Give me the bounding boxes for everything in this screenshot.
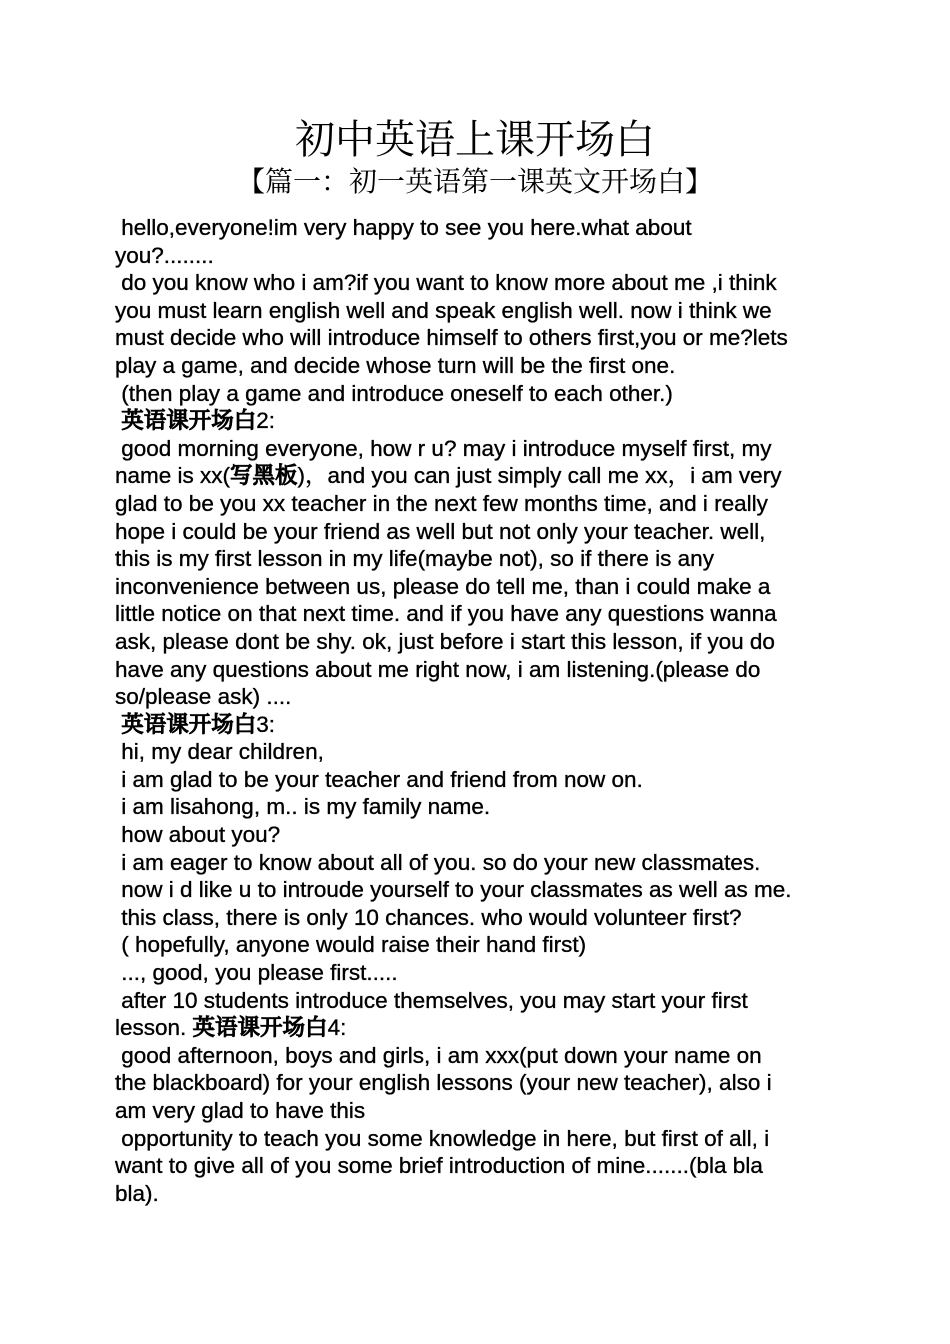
text-run: the blackboard) for your english lessons (your new teacher), also i xyxy=(115,1070,772,1096)
text-run: play a game, and decide whose turn will be the first one. xyxy=(115,352,676,378)
text-line xyxy=(115,987,845,1015)
text-run: i am lisahong, m.. is my family name. xyxy=(115,794,491,820)
text-line xyxy=(115,1180,845,1208)
text-run: ask, please dont be shy. ok, just before i start this lesson, if you do xyxy=(115,628,775,654)
text-line xyxy=(115,324,845,352)
bold-heading: 英语课开场白 xyxy=(192,1015,328,1041)
text-run: you?........ xyxy=(115,242,214,268)
text-line xyxy=(115,462,845,490)
text-run: name is xx( xyxy=(115,463,231,489)
text-line xyxy=(115,1042,845,1070)
text-line xyxy=(115,269,845,297)
text-line xyxy=(115,518,845,546)
text-line xyxy=(115,711,845,739)
text-run: good morning everyone, how r u? may i introduce myself first, my xyxy=(115,435,772,461)
page-title: 初中英语上课开场白 xyxy=(295,117,655,163)
text-run: 4: xyxy=(327,1015,347,1041)
text-run: you must learn english well and speak english well. now i think we xyxy=(115,297,772,323)
text-run: this is my first lesson in my life(maybe not), so if there is any xyxy=(115,546,714,572)
text-line xyxy=(115,628,845,656)
text-line xyxy=(115,435,845,463)
bold-heading: 英语课开场白 xyxy=(121,408,257,434)
text-run: glad to be you xx teacher in the next few months time, and i really xyxy=(115,490,768,516)
text-run: 2: xyxy=(256,408,276,434)
text-line xyxy=(115,1014,845,1042)
text-run: hope i could be your friend as well but not only your teacher. well, xyxy=(115,518,766,544)
text-run: after 10 students introduce themselves, you may start your first xyxy=(115,987,748,1013)
text-line xyxy=(115,407,845,435)
text-run: )，and you can just simply call me xx，i am very xyxy=(297,463,782,489)
text-line xyxy=(115,683,845,711)
text-run: have any questions about me right now, i am listening.(please do xyxy=(115,656,761,682)
body-text xyxy=(115,214,845,1207)
bold-heading: 英语课开场白 xyxy=(121,711,257,737)
text-run: ..., good, you please first..... xyxy=(115,960,398,986)
text-line xyxy=(115,545,845,573)
text-line xyxy=(115,849,845,877)
text-line xyxy=(115,380,845,408)
text-run: want to give all of you some brief introduction of mine.......(bla bla xyxy=(115,1153,763,1179)
text-line xyxy=(115,1125,845,1153)
text-run: 3: xyxy=(256,711,276,737)
text-run: inconvenience between us, please do tell me, than i could make a xyxy=(115,573,771,599)
text-line xyxy=(115,242,845,270)
text-run: (then play a game and introduce oneself to each other.) xyxy=(115,380,673,406)
text-line xyxy=(115,766,845,794)
text-run: hi, my dear children, xyxy=(115,739,324,765)
text-line xyxy=(115,214,845,242)
text-line xyxy=(115,600,845,628)
page-subtitle: 【篇一：初一英语第一课英文开场白】 xyxy=(236,165,713,198)
text-line xyxy=(115,573,845,601)
text-line xyxy=(115,1097,845,1125)
text-line xyxy=(115,352,845,380)
text-line xyxy=(115,490,845,518)
text-run: good afternoon, boys and girls, i am xxx(put down your name on xyxy=(115,1042,762,1068)
text-line xyxy=(115,793,845,821)
text-run: bla). xyxy=(115,1180,159,1206)
text-run: i am eager to know about all of you. so do your new classmates. xyxy=(115,849,761,875)
text-run: how about you? xyxy=(115,822,281,848)
text-run: opportunity to teach you some knowledge in here, but first of all, i xyxy=(115,1125,770,1151)
text-run: lesson. xyxy=(115,1015,193,1041)
text-line xyxy=(115,738,845,766)
text-run: so/please ask) .... xyxy=(115,684,292,710)
text-run: this class, there is only 10 chances. who would volunteer first? xyxy=(115,904,742,930)
text-run: now i d like u to introude yourself to your classmates as well as me. xyxy=(115,877,792,903)
text-run: i am glad to be your teacher and friend from now on. xyxy=(115,766,643,792)
text-line xyxy=(115,821,845,849)
text-line xyxy=(115,656,845,684)
text-run: hello,everyone!im very happy to see you here.what about xyxy=(115,215,692,240)
text-line xyxy=(115,931,845,959)
text-line xyxy=(115,1152,845,1180)
text-line xyxy=(115,904,845,932)
text-run: do you know who i am?if you want to know more about me ,i think xyxy=(115,270,777,296)
text-run: ( hopefully, anyone would raise their hand first) xyxy=(115,932,587,958)
text-line xyxy=(115,297,845,325)
text-run: am very glad to have this xyxy=(115,1098,366,1123)
text-run: little notice on that next time. and if you have any questions wanna xyxy=(115,601,777,627)
bold-heading: 写黑板 xyxy=(230,463,298,489)
text-line xyxy=(115,959,845,987)
text-line xyxy=(115,1069,845,1097)
text-line xyxy=(115,876,845,904)
text-run: must decide who will introduce himself to others first,you or me?lets xyxy=(115,325,788,351)
